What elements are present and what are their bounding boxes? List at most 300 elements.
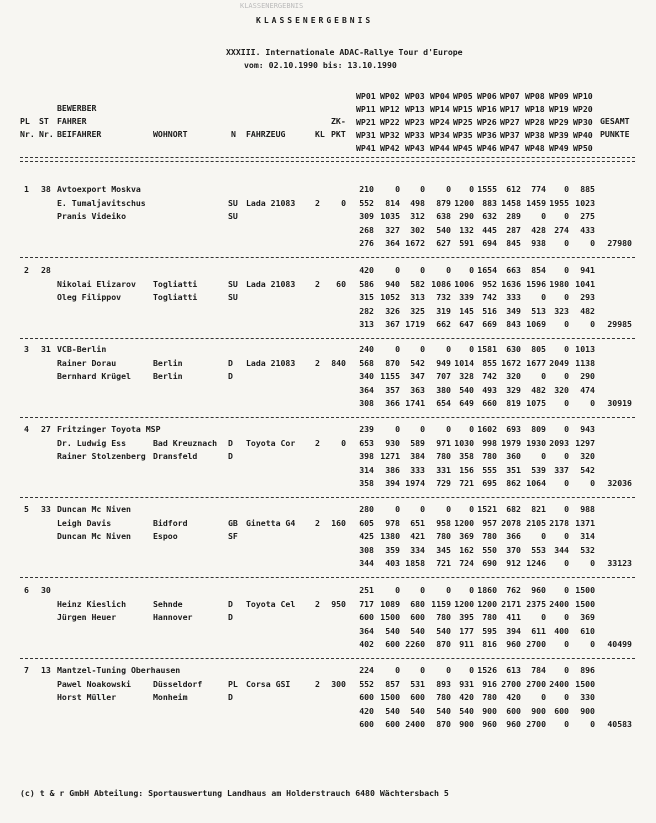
wp-time: 369 [459,531,474,542]
wp-time: 0 [590,639,595,650]
wp-time: 707 [436,371,451,382]
wp-time: 780 [436,692,451,703]
wp-time: 498 [410,197,425,208]
entry-beifahrer-nation: D [228,612,233,623]
wp-time: 1200 [454,517,474,528]
wp-time: 1526 [477,665,497,675]
wp-time: 638 [436,211,451,222]
wp-header: WP38 [525,130,545,140]
wp-time: 433 [580,224,595,235]
wp-time: 539 [531,464,546,475]
wp-time: 402 [359,639,374,650]
wp-time: 600 [410,692,425,703]
wp-time: 883 [482,197,497,208]
wp-time: 2700 [526,639,546,650]
wp-time: 1200 [454,197,474,208]
entry-gesamt-punkte: 29985 [607,319,632,330]
entry-fahrer-nation: D [228,437,233,448]
entry-fahrer-nation: D [228,598,233,609]
wp-time: 1719 [405,319,425,330]
wp-header: WP36 [477,130,497,140]
wp-time: 693 [506,424,521,434]
wp-time: 240 [359,344,374,354]
wp-time: 912 [506,558,521,569]
wp-time: 326 [385,305,400,316]
wp-time: 591 [459,238,474,249]
wp-time: 1500 [575,598,595,609]
wp-time: 313 [359,319,374,330]
entry-start-number: 31 [41,344,51,354]
wp-time: 2375 [526,598,546,609]
wp-time: 386 [385,464,400,475]
wp-time: 600 [359,719,374,730]
wp-header: WP41 [356,143,376,153]
entry-start-number: 38 [41,184,51,194]
entry-bewerber: VCB-Berlin [57,344,107,354]
wp-time: 0 [446,585,451,595]
wp-header: WP12 [380,104,400,114]
entry-beifahrer: Horst Müller [57,692,117,703]
wp-time: 2400 [549,598,569,609]
wp-time: 900 [459,719,474,730]
wp-time: 647 [459,319,474,330]
wp-time: 1014 [454,357,474,368]
entry-zk-punkte: 950 [331,598,346,609]
wp-time: 344 [359,558,374,569]
wp-time: 1138 [575,357,595,368]
wp-time: 313 [410,292,425,303]
wp-time: 630 [506,344,521,354]
entry-beifahrer: Pranis Videiko [57,211,127,222]
wp-time: 0 [564,184,569,194]
wp-time: 780 [436,612,451,623]
wp-header: WP06 [477,91,497,101]
entry-zk-punkte: 60 [336,278,346,289]
wp-time: 320 [580,451,595,462]
ghost-header: KLASSENERGEBNIS [240,2,304,10]
wp-time: 0 [564,344,569,354]
entry-beifahrer: Rainer Stolzenberg [57,451,146,462]
wp-time: 425 [359,531,374,542]
entry-fahrzeug: Lada 21083 [246,197,296,208]
wp-time: 327 [385,224,400,235]
wp-time: 958 [436,517,451,528]
entry-fahrzeug: Toyota Cor [246,437,296,448]
wp-time: 553 [531,544,546,555]
wp-time: 276 [359,238,374,249]
wp-time: 660 [482,398,497,409]
wp-time: 280 [359,504,374,514]
wp-time: 302 [410,224,425,235]
wp-time: 0 [395,424,400,434]
wp-time: 613 [506,665,521,675]
wp-time: 395 [459,612,474,623]
wp-time: 0 [420,184,425,194]
entry-klasse: 2 [315,197,320,208]
wp-time: 1159 [431,598,451,609]
wp-header: WP32 [380,130,400,140]
wp-time: 532 [580,544,595,555]
wp-time: 729 [436,478,451,489]
wp-time: 600 [385,719,400,730]
entry-placing: 4 [24,424,29,434]
wp-time: 0 [564,639,569,650]
wp-header: WP11 [356,104,376,114]
wp-time: 2700 [501,678,521,689]
wp-time: 357 [385,384,400,395]
wp-time: 2400 [549,678,569,689]
wp-time: 809 [531,424,546,434]
wp-time: 780 [436,451,451,462]
wp-header: WP47 [500,143,520,153]
wp-time: 2078 [501,517,521,528]
wp-time: 289 [506,211,521,222]
wp-time: 1200 [477,598,497,609]
wp-time: 870 [436,639,451,650]
wp-time: 0 [564,292,569,303]
wp-time: 930 [385,437,400,448]
wp-time: 610 [580,625,595,636]
entry-fahrer-wohnort: Düsseldorf [153,678,203,689]
wp-time: 663 [506,265,521,275]
entry-beifahrer-nation: D [228,451,233,462]
wp-header: WP22 [380,117,400,127]
wp-time: 290 [459,211,474,222]
wp-header: WP23 [405,117,425,127]
entry-beifahrer: Bernhard Krügel [57,371,131,382]
wp-time: 145 [459,305,474,316]
wp-time: 1013 [575,344,595,354]
entry-fahrer: Rainer Dorau [57,357,117,368]
entry-klasse: 2 [315,678,320,689]
wp-time: 843 [506,319,521,330]
wp-time: 1602 [477,424,497,434]
entry-fahrer: Heinz Kieslich [57,598,127,609]
wp-header: WP33 [405,130,425,140]
wp-time: 988 [580,504,595,514]
wp-time: 1979 [501,437,521,448]
wp-time: 287 [506,224,521,235]
wp-time: 582 [410,278,425,289]
wp-header: WP48 [525,143,545,153]
wp-time: 312 [410,211,425,222]
entry-beifahrer-nation: SF [228,531,238,542]
entry-start-number: 13 [41,665,51,675]
header-divider-2 [20,161,635,162]
wp-time: 960 [506,719,521,730]
wp-time: 627 [436,238,451,249]
wp-time: 1672 [501,357,521,368]
entry-placing: 2 [24,265,29,275]
wp-time: 0 [590,478,595,489]
entry-zk-punkte: 840 [331,357,346,368]
wp-time: 900 [482,705,497,716]
wp-time: 1200 [454,598,474,609]
wp-time: 351 [506,464,521,475]
entry-fahrer-nation: SU [228,197,238,208]
wp-time: 943 [580,424,595,434]
wp-header: WP43 [405,143,425,153]
wp-time: 1858 [405,558,425,569]
wp-time: 0 [395,665,400,675]
entry-placing: 1 [24,184,29,194]
wp-time: 540 [459,705,474,716]
wp-time: 132 [459,224,474,235]
entry-start-number: 30 [41,585,51,595]
wp-time: 896 [580,665,595,675]
wp-time: 916 [482,678,497,689]
wp-time: 0 [564,371,569,382]
wp-header: WP27 [500,117,520,127]
wp-time: 1555 [477,184,497,194]
entry-klasse: 2 [315,437,320,448]
entry-gesamt-punkte: 40583 [607,719,632,730]
wp-time: 600 [359,692,374,703]
wp-header: WP42 [380,143,400,153]
wp-header: WP50 [573,143,593,153]
entry-beifahrer-wohnort: Dransfeld [153,451,198,462]
wp-header: WP18 [525,104,545,114]
wp-time: 513 [531,305,546,316]
wp-time: 370 [506,544,521,555]
wp-time: 612 [506,184,521,194]
entry-placing: 6 [24,585,29,595]
wp-time: 403 [385,558,400,569]
wp-time: 611 [531,625,546,636]
wp-time: 586 [359,278,374,289]
wp-time: 732 [436,292,451,303]
wp-time: 0 [469,265,474,275]
wp-time: 358 [359,478,374,489]
wp-header: WP39 [549,130,569,140]
wp-time: 1500 [575,678,595,689]
wp-time: 0 [564,585,569,595]
wp-time: 938 [531,238,546,249]
col-zk: ZK- [331,116,346,126]
entry-beifahrer-wohnort: Monheim [153,692,188,703]
wp-time: 1741 [405,398,425,409]
wp-time: 394 [385,478,400,489]
wp-header: WP04 [430,91,450,101]
wp-time: 870 [436,719,451,730]
wp-time: 900 [531,705,546,716]
wp-time: 0 [541,531,546,542]
wp-time: 2178 [549,517,569,528]
wp-time: 0 [395,344,400,354]
wp-time: 717 [359,598,374,609]
wp-time: 394 [506,625,521,636]
wp-time: 0 [564,665,569,675]
wp-time: 960 [531,585,546,595]
wp-time: 957 [482,517,497,528]
wp-time: 411 [506,612,521,623]
wp-header: WP10 [573,91,593,101]
wp-time: 0 [541,692,546,703]
wp-time: 540 [410,625,425,636]
wp-time: 651 [410,517,425,528]
wp-time: 600 [410,612,425,623]
entry-divider [20,577,635,578]
entry-beifahrer-wohnort: Espoo [153,531,178,542]
wp-time: 680 [410,598,425,609]
entry-fahrzeug: Lada 21083 [246,357,296,368]
wp-time: 493 [482,384,497,395]
wp-time: 0 [469,585,474,595]
wp-header: WP01 [356,91,376,101]
wp-time: 275 [580,211,595,222]
wp-time: 1521 [477,504,497,514]
entry-beifahrer: Duncan Mc Niven [57,531,131,542]
wp-time: 363 [410,384,425,395]
wp-time: 952 [482,278,497,289]
entry-klasse: 2 [315,598,320,609]
entry-divider [20,257,635,258]
wp-time: 0 [469,504,474,514]
wp-time: 780 [482,612,497,623]
wp-header: WP25 [453,117,473,127]
wp-time: 669 [482,319,497,330]
wp-time: 690 [482,558,497,569]
entry-fahrer-nation: PL [228,678,238,689]
wp-time: 742 [482,292,497,303]
wp-time: 0 [395,184,400,194]
entry-gesamt-punkte: 40499 [607,639,632,650]
entry-beifahrer-nation: D [228,371,233,382]
wp-time: 251 [359,585,374,595]
entry-bewerber: Duncan Mc Niven [57,504,131,514]
wp-time: 774 [531,184,546,194]
wp-time: 482 [531,384,546,395]
wp-time: 0 [395,585,400,595]
wp-time: 334 [410,544,425,555]
entry-gesamt-punkte: 32036 [607,478,632,489]
wp-time: 274 [554,224,569,235]
wp-time: 0 [564,531,569,542]
entry-beifahrer-wohnort: Berlin [153,371,183,382]
wp-time: 1458 [501,197,521,208]
wp-time: 1596 [526,278,546,289]
col-n: N [231,129,236,139]
wp-time: 1155 [380,371,400,382]
wp-time: 428 [531,224,546,235]
wp-time: 552 [359,678,374,689]
wp-time: 0 [541,292,546,303]
wp-time: 328 [459,371,474,382]
wp-time: 344 [554,544,569,555]
wp-time: 600 [385,639,400,650]
wp-time: 0 [395,265,400,275]
wp-header: WP03 [405,91,425,101]
wp-time: 1297 [575,437,595,448]
wp-header: WP31 [356,130,376,140]
wp-time: 398 [359,451,374,462]
wp-time: 854 [531,265,546,275]
wp-time: 320 [506,371,521,382]
wp-time: 941 [580,265,595,275]
wp-time: 0 [564,719,569,730]
wp-time: 0 [564,478,569,489]
wp-time: 552 [359,197,374,208]
wp-time: 949 [436,357,451,368]
entry-start-number: 33 [41,504,51,514]
wp-header: WP02 [380,91,400,101]
wp-time: 0 [469,424,474,434]
wp-time: 358 [459,451,474,462]
col-gesamt: GESAMT [600,116,630,126]
wp-time: 309 [359,211,374,222]
wp-time: 1052 [380,292,400,303]
entry-divider [20,338,635,339]
wp-time: 2049 [549,357,569,368]
wp-time: 323 [554,305,569,316]
wp-time: 339 [459,292,474,303]
wp-time: 0 [420,665,425,675]
wp-time: 0 [564,692,569,703]
wp-time: 682 [506,504,521,514]
col-pl: PL [20,116,30,126]
wp-time: 0 [446,265,451,275]
wp-time: 555 [482,464,497,475]
wp-time: 971 [436,437,451,448]
wp-time: 862 [506,478,521,489]
wp-time: 0 [395,504,400,514]
wp-time: 1974 [405,478,425,489]
wp-time: 540 [385,625,400,636]
header-divider [20,157,635,158]
wp-header: WP05 [453,91,473,101]
entry-beifahrer: Jürgen Heuer [57,612,117,623]
wp-header: WP09 [549,91,569,101]
wp-time: 870 [385,357,400,368]
wp-header: WP07 [500,91,520,101]
wp-time: 325 [410,305,425,316]
wp-time: 2400 [405,719,425,730]
wp-time: 2093 [549,437,569,448]
wp-time: 893 [436,678,451,689]
wp-header: WP29 [549,117,569,127]
wp-time: 780 [482,451,497,462]
wp-time: 721 [459,478,474,489]
wp-time: 762 [506,585,521,595]
wp-header: WP37 [500,130,520,140]
wp-time: 600 [359,612,374,623]
wp-header: WP26 [477,117,497,127]
col-st-nr: Nr. [39,129,54,139]
entry-beifahrer: Oleg Filippov [57,292,122,303]
wp-time: 0 [590,719,595,730]
col-beifahrer: BEIFAHRER [57,129,102,139]
wp-time: 516 [482,305,497,316]
entry-fahrer-wohnort: Bad Kreuznach [153,437,218,448]
wp-time: 1581 [477,344,497,354]
wp-time: 330 [580,692,595,703]
wp-time: 0 [590,238,595,249]
wp-time: 662 [436,319,451,330]
wp-time: 366 [506,531,521,542]
entry-zk-punkte: 300 [331,678,346,689]
wp-time: 1500 [380,612,400,623]
wp-time: 380 [436,384,451,395]
wp-time: 1035 [380,211,400,222]
wp-time: 0 [420,424,425,434]
entry-start-number: 28 [41,265,51,275]
wp-time: 420 [359,705,374,716]
wp-time: 654 [436,398,451,409]
wp-header: WP15 [453,104,473,114]
page-title: KLASSENERGEBNIS [256,16,374,25]
entry-gesamt-punkte: 33123 [607,558,632,569]
wp-time: 0 [469,665,474,675]
